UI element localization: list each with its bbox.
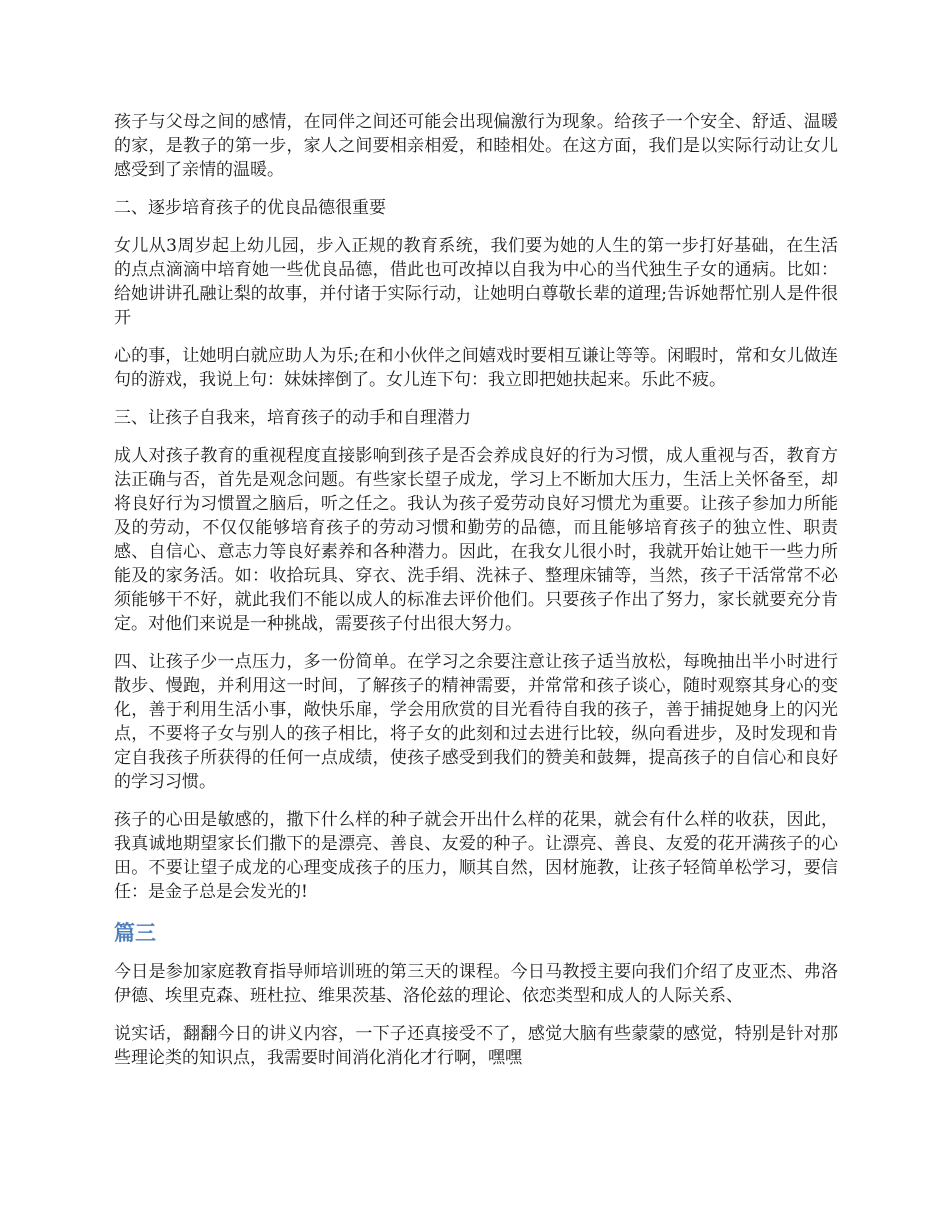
document-body [114,110,838,1084]
part-heading-three: 篇三 [114,921,156,945]
paragraph-good-habits: 成人对孩子教育的重视程度直接影响到孩子是否会养成良好的行为习惯，成人重视与否，教育方法正确与否，首先是观念问题。有些家长望子成龙，学习上不断加大压力，生活上关怀备至，却将良好行为习惯置之脑后，听之任之。我认为孩子爱劳动良好习惯尤为重要。让孩子参加力所能及的劳动，不仅仅能够培育孩子的劳动习惯和勤劳的品德，而且能够培育孩子的独立性、职责感、自信心、意志力等良好素养和各种潜力。因此，在我女儿很小时，我就开始让她干一些力所能及的家务活。如：收拾玩具、穿衣、洗手绢、洗袜子、整理床铺等，当然，孩子干活常常不必须能够干不好，就此我们不能以成人的标准去评价他们。只要孩子作出了努力，家长就要充分肯定。对他们来说是一种挑战，需要孩子付出很大努力。 [114,446,838,634]
paragraph-lecture-reflection: 说实话，翻翻今日的讲义内容，一下子还真接受不了，感觉大脑有些蒙蒙的感觉，特别是针对那些理论类的知识点，我需要时间消化消化才行啊，嘿嘿 [114,1024,838,1068]
paragraph-family-warmth: 孩子与父母之间的感情，在同伴之间还可能会出现偏激行为现象。给孩子一个安全、舒适、温暖的家，是教子的第一步，家人之间要相亲相爱，和睦相处。在这方面，我们是以实际行动让女儿感受到了亲情的温暖。 [114,112,838,180]
paragraph-heart-of-child: 孩子的心田是敏感的，撒下什么样的种子就会开出什么样的花果，就会有什么样的收获，因此，我真诚地期望家长们撒下的是漂亮、善良、友爱的种子。让漂亮、善良、友爱的花开满孩子的心田。不要让望子成龙的心理变成孩子的压力，顺其自然，因材施教，让孩子轻简单松学习，要信任：是金子总是会发光的! [114,810,838,902]
paragraph-training-day-three: 今日是参加家庭教育指导师培训班的第三天的课程。今日马教授主要向我们介绍了皮亚杰、弗洛伊德、埃里克森、班杜拉、维果茨基、洛伦兹的理论、依恋类型和成人的人际关系、 [114,962,838,1006]
paragraph-helping-others: 心的事，让她明白就应助人为乐;在和小伙伴之间嬉戏时要相互谦让等等。闲暇时，常和女儿做连句的游戏，我说上句：妹妹摔倒了。女儿连下句：我立即把她扶起来。乐此不疲。 [114,346,838,390]
section-heading-moral-character: 二、逐步培育孩子的优良品德很重要 [114,198,386,218]
paragraph-kindergarten: 女儿从3周岁起上幼儿园，步入正规的教育系统，我们要为她的人生的第一步打好基础，在生活的点点滴滴中培育她一些优良品德，借此也可改掉以自我为中心的当代独生子女的通病。比如：给她讲讲孔融让梨的故事，并付诸于实际行动，让她明白尊敬长辈的道理;告诉她帮忙别人是件很开 [114,236,838,328]
paragraph-less-pressure: 四、让孩子少一点压力，多一份简单。在学习之余要注意让孩子适当放松，每晚抽出半小时进行散步、慢跑，并利用这一时间，了解孩子的精神需要，并常常和孩子谈心，随时观察其身心的变化，善于利用生活小事，敞快乐扉，学会用欣赏的目光看待自我的孩子，善于捕捉她身上的闪光点，不要将子女与别人的孩子相比，将子女的此刻和过去进行比较，纵向看进步，及时发现和肯定自我孩子所获得的任何一点成绩，使孩子感受到我们的赞美和鼓舞，提高孩子的自信心和良好的学习习惯。 [114,652,838,792]
section-heading-self-reliance: 三、让孩子自我来，培育孩子的动手和自理潜力 [114,408,471,428]
